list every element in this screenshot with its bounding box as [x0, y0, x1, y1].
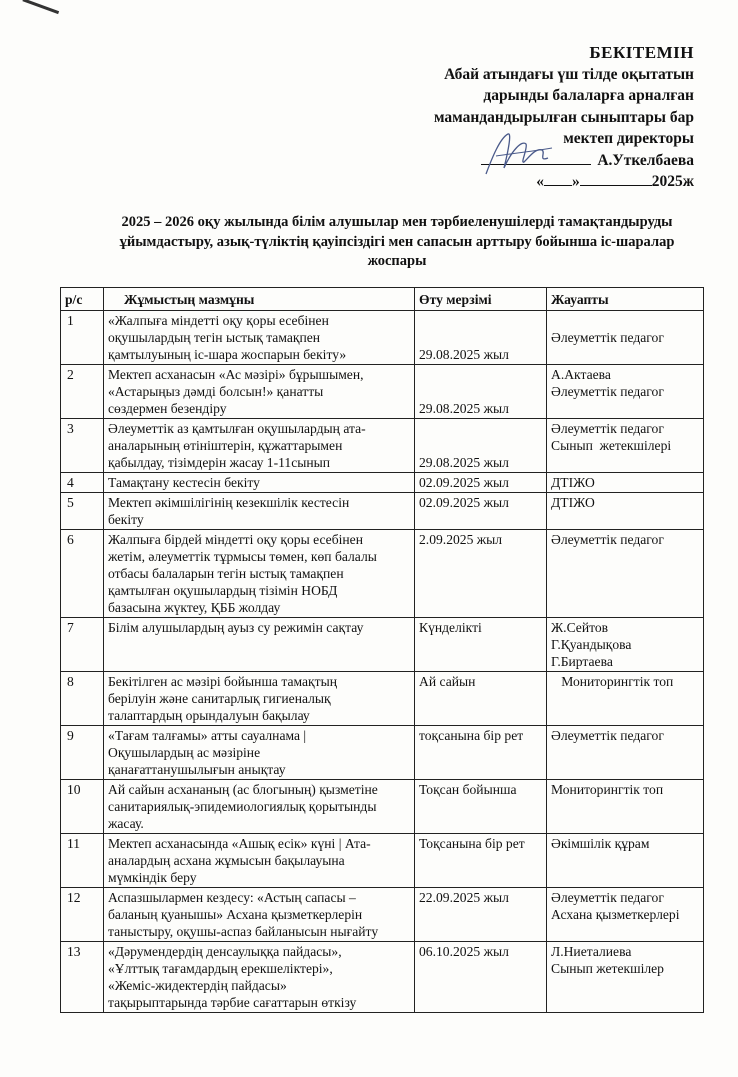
- responsible-line: [551, 312, 699, 329]
- row-number: 1: [61, 311, 104, 365]
- responsible-line: Ж.Сейтов: [551, 620, 609, 635]
- director-name: А.Уткелбаева: [597, 151, 694, 169]
- row-number: 11: [61, 834, 104, 888]
- row-responsible: [547, 672, 704, 726]
- document-title: [92, 213, 702, 272]
- row-responsible: [547, 942, 704, 1013]
- responsible-line: Әлеуметтік педагог: [551, 728, 664, 743]
- row-responsible: [547, 493, 704, 530]
- row-content: [104, 473, 415, 493]
- month-blank: [580, 171, 652, 186]
- responsible-line: Әлеуметтік педагог: [551, 330, 664, 345]
- row-number: 10: [61, 780, 104, 834]
- row-deadline: 06.10.2025 жыл: [415, 942, 547, 1013]
- row-content: [104, 365, 415, 419]
- row-content: [104, 311, 415, 365]
- title-line: 2025 – 2026 оқу жылында білім алушылар мен тәрбиеленушілерді тамақтандыруды: [121, 214, 673, 230]
- row-number: 9: [61, 726, 104, 780]
- row-responsible: [547, 726, 704, 780]
- row-content: [104, 888, 415, 942]
- content-line: баланың қуанышы» Асхана қызметкерлерін: [108, 907, 363, 922]
- content-line: талаптардың орындалуын бақылау: [108, 708, 310, 723]
- content-line: «Жеміс-жидектердің пайдасы»: [108, 978, 287, 993]
- content-line: «Ұлттық тағамдардың ерекшеліктері»,: [108, 961, 333, 976]
- content-line: сөздермен безендіру: [108, 401, 227, 416]
- row-deadline: 02.09.2025 жыл: [415, 493, 547, 530]
- date-quote-open: «: [536, 173, 544, 190]
- approval-year: 2025ж: [651, 173, 694, 190]
- content-line: жасау.: [108, 816, 144, 831]
- row-number: 2: [61, 365, 104, 419]
- content-line: «Тағам талғамы» атты сауалнама |: [108, 728, 307, 743]
- table-row: [61, 311, 704, 365]
- row-content: [104, 834, 415, 888]
- content-line: қамтылуының іс-шара жоспарын бекіту»: [108, 347, 347, 362]
- approval-line: Абай атындағы үш тілде оқытатын: [444, 65, 694, 83]
- row-number: 6: [61, 530, 104, 618]
- responsible-line: Сынып жетекшілер: [551, 961, 664, 976]
- content-line: берілуін және санитарлық гигиеналық: [108, 691, 331, 706]
- date-quote-close: »: [572, 173, 580, 190]
- table-row: [61, 493, 704, 530]
- row-content: [104, 726, 415, 780]
- responsible-line: Сынып жетекшілері: [551, 438, 672, 453]
- content-line: Әлеуметтік аз қамтылған оқушылардың ата-: [108, 421, 366, 436]
- row-deadline: Тоқсан бойынша: [415, 780, 547, 834]
- content-line: қанағаттанушылығын анықтау: [108, 762, 286, 777]
- row-number: 12: [61, 888, 104, 942]
- header-number: р/с: [61, 288, 104, 311]
- table-row: [61, 618, 704, 672]
- row-deadline: 29.08.2025 жыл: [415, 311, 547, 365]
- table-row: [61, 780, 704, 834]
- row-deadline: 02.09.2025 жыл: [415, 473, 547, 493]
- row-responsible: [547, 530, 704, 618]
- approval-line: дарынды балаларға арналған: [483, 87, 694, 104]
- table-row: [61, 473, 704, 493]
- responsible-line: Әлеуметтік педагог: [551, 890, 664, 905]
- approval-line: мектеп директоры: [563, 130, 694, 147]
- content-line: қамтылған оқушылардың тізімін НОБД: [108, 583, 338, 598]
- content-line: Аспазшылармен кездесу: «Астың сапасы –: [108, 890, 356, 905]
- row-responsible: [547, 888, 704, 942]
- responsible-line: Мониторингтік топ: [551, 674, 674, 689]
- row-number: 3: [61, 419, 104, 473]
- content-line: қабылдау, тізімдерін жасау 1-11сынып: [108, 455, 331, 470]
- content-line: тақырыптарында тәрбие сағаттарын өткізу: [108, 995, 357, 1010]
- content-line: Оқушылардың ас мәзіріне: [108, 745, 261, 760]
- table-row: [61, 419, 704, 473]
- header-content: Жұмыстың мазмұны: [104, 288, 415, 311]
- responsible-line: Әлеуметтік педагог: [551, 421, 664, 436]
- table-row: [61, 365, 704, 419]
- responsible-line: Г.Қуандықова: [551, 637, 632, 652]
- responsible-line: Асхана қызметкерлері: [551, 907, 680, 922]
- row-responsible: [547, 834, 704, 888]
- responsible-line: Әлеуметтік педагог: [551, 384, 664, 399]
- responsible-line: ДТІЖО: [551, 475, 595, 490]
- row-content: [104, 618, 415, 672]
- row-responsible: [547, 311, 704, 365]
- title-line: ұйымдастыру, азық-түліктің қауіпсіздігі мен сапасын арттыру бойынша іс-шаралар: [119, 233, 675, 250]
- table-header-row: [61, 288, 704, 311]
- handwritten-signature: [478, 128, 558, 180]
- row-responsible: [547, 419, 704, 473]
- table-row: [61, 942, 704, 1013]
- approval-line: мамандандырылған сыныптары бар: [433, 108, 694, 126]
- content-line: Тамақтану кестесін бекіту: [108, 475, 260, 490]
- responsible-line: Әлеуметтік педагог: [551, 532, 664, 547]
- content-line: Ай сайын асхананың (ас блогының) қызметіне: [108, 782, 378, 797]
- row-number: 5: [61, 493, 104, 530]
- responsible-line: Әкімшілік құрам: [551, 836, 650, 851]
- header-responsible: Жауапты: [547, 288, 704, 311]
- content-line: мүмкіндік беру: [108, 870, 197, 885]
- content-line: бекіту: [108, 512, 144, 527]
- table-row: [61, 726, 704, 780]
- row-responsible: [547, 473, 704, 493]
- row-responsible: [547, 365, 704, 419]
- content-line: аналарының өтініштерін, құжаттарымен: [108, 438, 343, 453]
- table-row: [61, 530, 704, 618]
- table-row: [61, 834, 704, 888]
- row-content: [104, 942, 415, 1013]
- row-responsible: [547, 618, 704, 672]
- content-line: оқушылардың тегін ыстық тамақпен: [108, 330, 321, 345]
- title-line: жоспары: [367, 253, 427, 269]
- content-line: «Жалпыға міндетті оқу қоры есебінен: [108, 313, 329, 328]
- row-deadline: Тоқсанына бір рет: [415, 834, 547, 888]
- approval-title: БЕКІТЕМІН: [589, 43, 694, 62]
- row-content: [104, 672, 415, 726]
- content-line: аналардың асхана жұмысын бақылауына: [108, 853, 345, 868]
- staple-mark: [15, 0, 59, 35]
- row-deadline: Күнделікті: [415, 618, 547, 672]
- content-line: Жалпыға бірдей міндетті оқу қоры есебінен: [108, 532, 363, 547]
- content-line: таныстыру, оқушы-аспаз байланысын нығайту: [108, 924, 379, 939]
- responsible-line: Л.Ниеталиева: [551, 944, 632, 959]
- row-responsible: [547, 780, 704, 834]
- plan-table: [60, 287, 704, 1013]
- table-row: [61, 672, 704, 726]
- row-deadline: 29.08.2025 жыл: [415, 419, 547, 473]
- content-line: санитариялық-эпидемиологиялық қорытынды: [108, 799, 377, 814]
- row-content: [104, 493, 415, 530]
- table-body: [61, 311, 704, 1013]
- content-line: жетім, әлеуметтік тұрмысы төмен, көп балалы: [108, 549, 377, 564]
- content-line: Мектеп әкімшілігінің кезекшілік кестесін: [108, 495, 350, 510]
- row-deadline: 2.09.2025 жыл: [415, 530, 547, 618]
- responsible-line: А.Актаева: [551, 367, 611, 382]
- content-line: Бекітілген ас мәзірі бойынша тамақтың: [108, 674, 337, 689]
- row-deadline: Ай сайын: [415, 672, 547, 726]
- responsible-line: Мониторингтік топ: [551, 782, 664, 797]
- row-content: [104, 530, 415, 618]
- row-deadline: тоқсанына бір рет: [415, 726, 547, 780]
- responsible-line: ДТІЖО: [551, 495, 595, 510]
- responsible-line: Г.Биртаева: [551, 654, 613, 669]
- content-line: базасына жүктеу, ҚББ жолдау: [108, 600, 281, 615]
- row-number: 7: [61, 618, 104, 672]
- row-deadline: 22.09.2025 жыл: [415, 888, 547, 942]
- row-content: [104, 419, 415, 473]
- row-deadline: 29.08.2025 жыл: [415, 365, 547, 419]
- content-line: «Дәрумендердің денсаулыққа пайдасы»,: [108, 944, 342, 959]
- row-number: 13: [61, 942, 104, 1013]
- row-number: 8: [61, 672, 104, 726]
- row-content: [104, 780, 415, 834]
- content-line: Білім алушылардың ауыз су режимін сақтау: [108, 620, 364, 635]
- content-line: Мектеп асханасында «Ашық есік» күні | Ата-: [108, 836, 371, 851]
- content-line: «Астарыңыз дәмді болсын!» қанатты: [108, 384, 324, 399]
- row-number: 4: [61, 473, 104, 493]
- content-line: Мектеп асханасын «Ас мәзірі» бұрышымен,: [108, 367, 364, 382]
- table-row: [61, 888, 704, 942]
- content-line: отбасы балаларын тегін ыстық тамақпен: [108, 566, 344, 581]
- header-deadline: Өту мерзімі: [415, 288, 547, 311]
